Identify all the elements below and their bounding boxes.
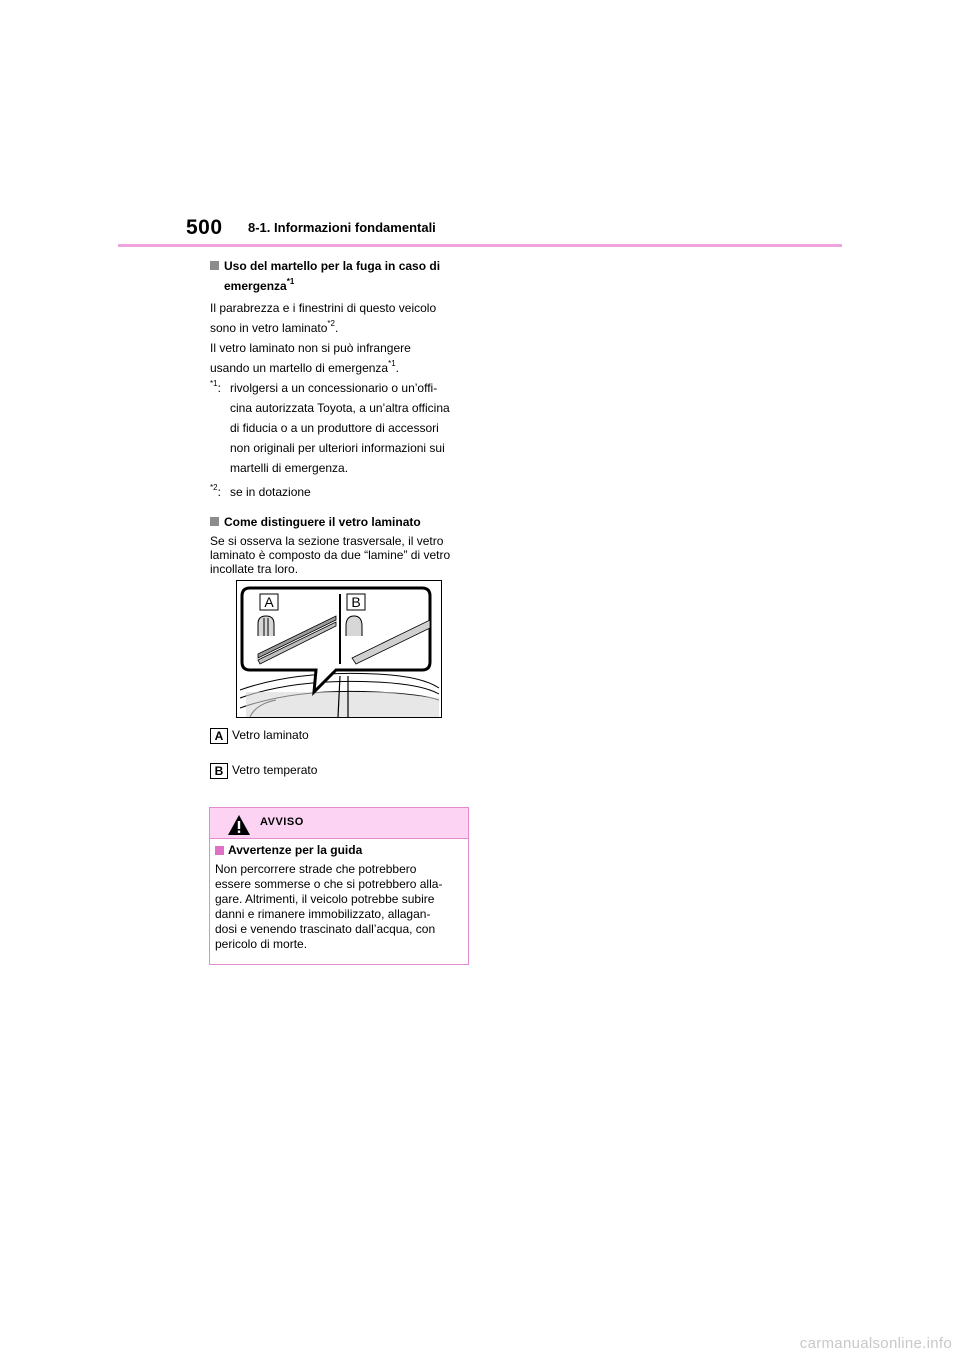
footnote-ref: *1 [388,359,396,368]
legend-text: Vetro temperato [232,763,318,778]
para2-line2: usando un martello di emergenza [210,361,389,375]
warning-box [209,807,469,965]
bullet-square-icon [215,846,224,855]
para1-line1: Il parabrezza e i finestrini di questo veicolo [210,301,437,315]
figure-label-b: B [351,594,361,610]
warning-line: danni e rimanere immobilizzato, allagan- [215,907,431,921]
para1-end: . [334,321,339,335]
warning-line: dosi e venendo trascinato dall’acqua, con [215,922,436,936]
paragraph-laminated [210,298,472,338]
footnote-2 [210,482,472,502]
paragraph-cross-section [210,534,472,576]
legend-text: Vetro laminato [232,728,309,743]
section-title: 8-1. Informazioni fondamentali [248,220,436,235]
footnote-ref: *1 [286,277,295,286]
legend-item-a [210,728,309,744]
footnote-2-text: se in dotazione [230,485,311,499]
footnote-1-line: non originali per ulteriori informazioni sui [230,441,445,455]
para2-end: . [395,361,400,375]
para-line: laminato è composto da due “lamine” di vetro [210,548,451,562]
heading-line1: Uso del martello per la fuga in caso di [224,259,441,273]
footnote-1-line: cina autorizzata Toyota, a un’altra officina [230,401,450,415]
warning-line: Non percorrere strade che potrebbero [215,862,417,876]
glass-illustration [236,580,442,718]
footnote-mark: $^{*2}$: [210,483,221,499]
footnote-1-line: di fiducia o a un produttore di accessori [230,421,439,435]
para-line: incollate tra loro. [210,562,299,576]
warning-heading: Avvertenze per la guida [215,843,463,858]
footnote-1-line: rivolgersi a un concessionario o un’offi- [230,381,438,395]
warning-line: essere sommerse o che si potrebbero alla- [215,877,443,891]
bullet-square-icon [210,261,219,270]
paragraph-cannot-break [210,338,472,378]
legend-key: A [210,728,228,744]
warning-header [210,808,468,839]
footnote-1-line: martelli di emergenza. [230,461,349,475]
para1-line2: sono in vetro laminato [210,321,328,335]
header-rule [118,244,842,247]
warning-line: gare. Altrimenti, il veicolo potrebbe subire [215,892,435,906]
footnote-1 [210,378,472,478]
main-content [210,256,472,576]
page-number: 500 [186,216,223,239]
para-line: Se si osserva la sezione trasversale, il vetro [210,534,444,548]
bullet-square-icon [210,517,219,526]
heading-distinguish-glass: Come distinguere il vetro laminato [210,512,472,532]
legend-key: B [210,763,228,779]
para2-line1: Il vetro laminato non si può infrangere [210,341,411,355]
watermark: carmanualsonline.info [799,1335,952,1352]
heading-line2: emergenza [224,279,287,293]
legend-item-b [210,763,317,779]
warning-line: pericolo di morte. [215,937,308,951]
warning-triangle-icon [227,814,251,836]
footnote-mark: $^{*1}$: [210,379,221,395]
figure-label-a: A [264,594,274,610]
footnote-ref: *2 [327,319,335,328]
warning-title: AVVISO [260,816,304,828]
heading-emergency-hammer [210,256,472,296]
